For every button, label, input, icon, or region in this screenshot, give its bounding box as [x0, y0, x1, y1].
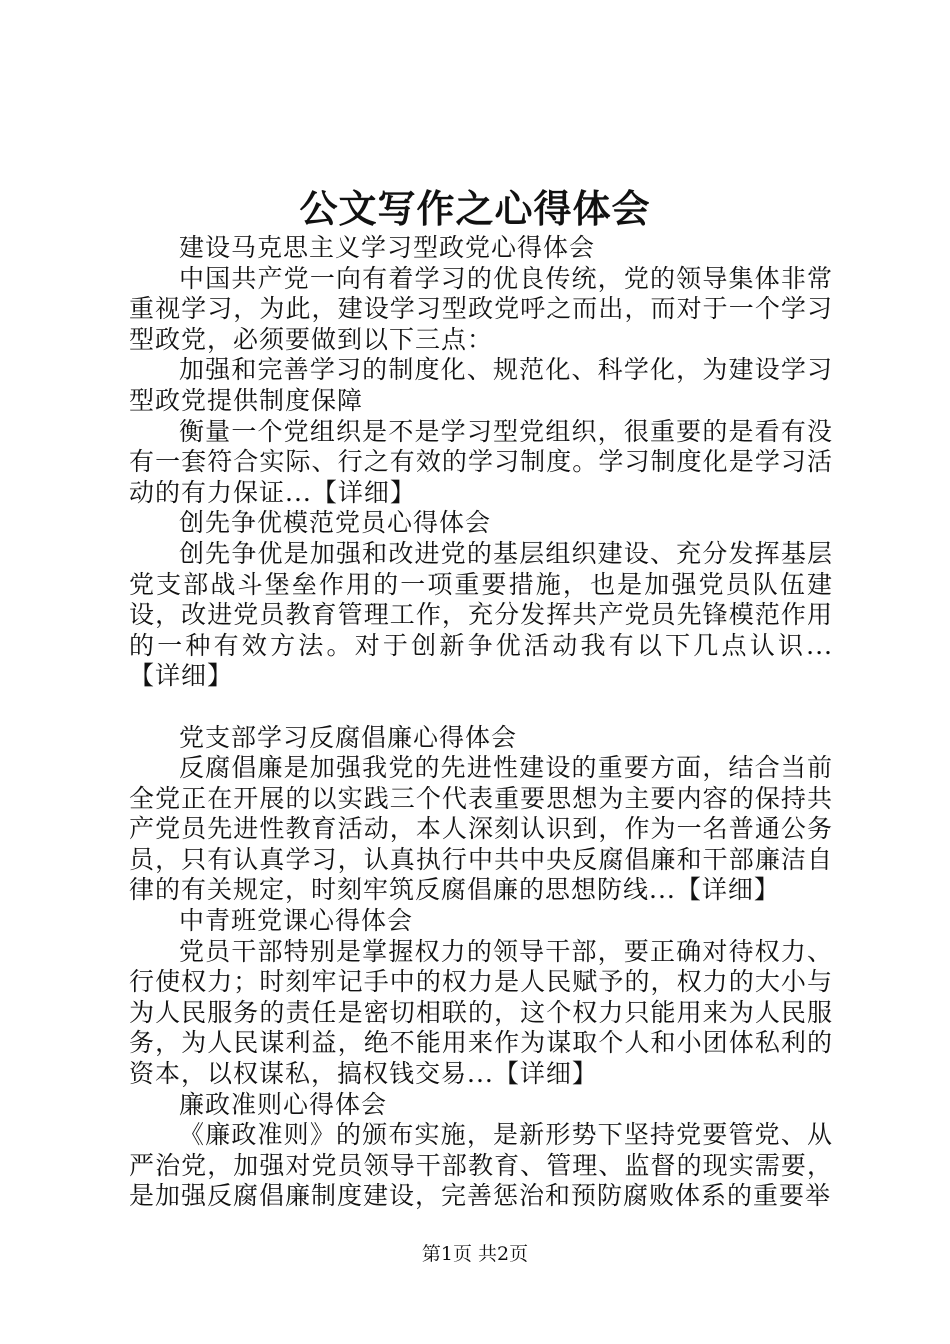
body-paragraph [129, 753, 833, 906]
paragraph-text: 反腐倡廉是加强我党的先进性建设的重要方面，结合当前全党正在开展的以实践三个代表重要思想为主要内容的保持共产党员先进性教育活动，本人深刻认识到，作为一名普通公务员，只有认真学习，认真执行中共中央反腐倡廉和干部廉洁自律的有关规定，时刻牢筑反腐倡廉的思想防线... [129, 753, 833, 905]
document-body [129, 233, 833, 1212]
body-paragraph [129, 417, 833, 509]
body-paragraph: 中国共产党一向有着学习的优良传统，党的领导集体非常重视学习，为此，建设学习型政党呼之而出，而对于一个学习型政党，必须要做到以下三点： [129, 263, 833, 354]
detail-link[interactable]: 【详细】 [675, 875, 780, 905]
body-paragraph: 《廉政准则》的颁布实施，是新形势下坚持党要管党、从严治党，加强对党员领导干部教育、管理、监督的现实需要，是加强反腐倡廉制度建设，完善惩治和预防腐败体系的重要举 [129, 1120, 833, 1211]
paragraph-text: 创先争优是加强和改进党的基层组织建设、充分发挥基层党支部战斗堡垒作用的一项重要措施，也是加强党员队伍建设，改进党员教育管理工作，充分发挥共产党员先锋模范作用的一种有效方法。对于创新争优活动我有以下几点认识... [129, 538, 833, 660]
section-heading: 党支部学习反腐倡廉心得体会 [179, 722, 518, 752]
page-number-footer: 第1页 共2页 [421, 1243, 529, 1265]
section-heading: 中青班党课心得体会 [179, 906, 414, 936]
section-heading: 建设马克思主义学习型政党心得体会 [179, 233, 596, 262]
paragraph-text: 衡量一个党组织是不是学习型党组织，很重要的是看有没有一套符合实际、行之有效的学习制度。学习制度化是学习活动的有力保证... [129, 416, 833, 507]
section-heading: 廉政准则心得体会 [179, 1089, 388, 1119]
section-heading: 创先争优模范党员心得体会 [179, 508, 492, 538]
detail-link[interactable]: 【详细】 [493, 1059, 598, 1089]
paragraph-text: 党员干部特别是掌握权力的领导干部，要正确对待权力、行使权力；时刻牢记手中的权力是人民赋予的，权力的大小与为人民服务的责任是密切相联的，这个权力只能用来为人民服务，为人民谋利益，绝不能用来作为谋取个人和小团体私利的资本，以权谋私，搞权钱交易... [129, 936, 833, 1089]
document-title: 公文写作之心得体会 [299, 186, 651, 231]
detail-link[interactable]: 【详细】 [129, 661, 234, 691]
detail-link[interactable]: 【详细】 [311, 477, 416, 507]
body-paragraph [129, 937, 833, 1090]
blank-line [129, 692, 833, 723]
body-paragraph: 加强和完善学习的制度化、规范化、科学化，为建设学习型政党提供制度保障 [129, 355, 833, 415]
body-paragraph [129, 539, 833, 692]
